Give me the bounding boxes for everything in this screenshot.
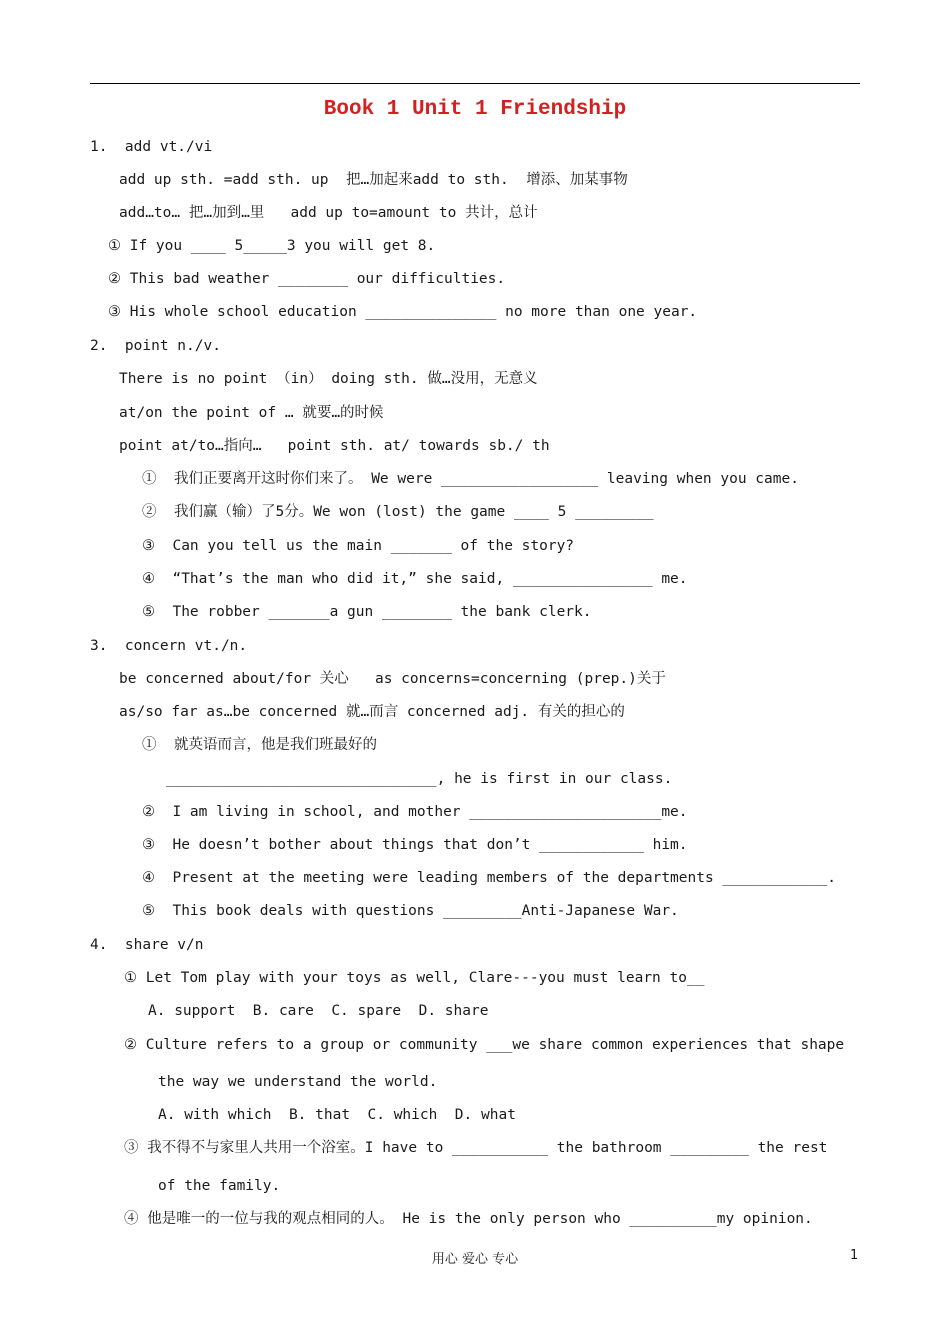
text-line: ④ “That’s the man who did it,” she said, ________________ me. bbox=[142, 571, 688, 587]
text-line: ① 就英语而言，他是我们班最好的 bbox=[142, 737, 377, 753]
text-line: ① Let Tom play with your toys as well, Clare---you must learn to__ bbox=[124, 970, 705, 986]
text-line: ③ His whole school education _______________ no more than one year. bbox=[108, 304, 698, 320]
text-line: ② Culture refers to a group or community ___we share common experiences that shape bbox=[124, 1037, 845, 1053]
text-line: ③ He doesn’t bother about things that don’t ____________ him. bbox=[142, 837, 688, 853]
text-line: ④ Present at the meeting were leading members of the departments ____________. bbox=[142, 870, 836, 886]
text-line: 1. add vt./vi bbox=[90, 139, 213, 155]
text-line: the way we understand the world. bbox=[158, 1074, 438, 1090]
text-line: ① If you ____ 5_____3 you will get 8. bbox=[108, 238, 436, 254]
page-number: 1 bbox=[850, 1248, 859, 1263]
text-line: _______________________________, he is first in our class. bbox=[166, 771, 673, 787]
text-line: ⑤ The robber _______a gun ________ the bank clerk. bbox=[142, 604, 592, 620]
text-line: add…to… 把…加到…里 add up to=amount to 共计，总计 bbox=[119, 205, 538, 221]
text-line: at/on the point of … 就要…的时候 bbox=[119, 405, 384, 421]
text-line: point at/to…指向… point sth. at/ towards sb./ th bbox=[119, 438, 550, 454]
text-line: ② 我们赢（输）了5分。We won (lost) the game ____ 5 _________ bbox=[142, 504, 654, 520]
text-line: as/so far as…be concerned 就…而言 concerned adj. 有关的担心的 bbox=[119, 704, 625, 720]
text-line: ① 我们正要离开这时你们来了。 We were __________________ leaving when you came. bbox=[142, 471, 799, 487]
page-title: Book 1 Unit 1 Friendship bbox=[323, 98, 627, 121]
text-line: ② This bad weather ________ our difficulties. bbox=[108, 271, 506, 287]
text-line: 3. concern vt./n. bbox=[90, 638, 248, 654]
text-line: 2. point n./v. bbox=[90, 338, 221, 354]
text-line: A. with which B. that C. which D. what bbox=[158, 1107, 516, 1123]
text-line: of the family. bbox=[158, 1178, 281, 1194]
footer-motto: 用心 爱心 专心 bbox=[431, 1252, 519, 1267]
text-line: A. support B. care C. spare D. share bbox=[148, 1003, 489, 1019]
text-line: ③ 我不得不与家里人共用一个浴室。I have to ___________ the bathroom _________ the rest bbox=[124, 1140, 828, 1156]
text-line: ② I am living in school, and mother ______________________me. bbox=[142, 804, 688, 820]
header-rule bbox=[90, 83, 860, 84]
text-line: ③ Can you tell us the main _______ of the story? bbox=[142, 538, 575, 554]
text-line: There is no point （in） doing sth. 做…没用，无意义 bbox=[119, 371, 538, 387]
text-line: ⑤ This book deals with questions _________Anti-Japanese War. bbox=[142, 903, 679, 919]
text-line: add up sth. =add sth. up 把…加起来add to sth. 增添、加某事物 bbox=[119, 172, 628, 188]
text-line: be concerned about/for 关心 as concerns=concerning (prep.)关于 bbox=[119, 671, 666, 687]
text-line: ④ 他是唯一的一位与我的观点相同的人。 He is the only person who __________my opinion. bbox=[124, 1211, 813, 1227]
text-line: 4. share v/n bbox=[90, 937, 204, 953]
